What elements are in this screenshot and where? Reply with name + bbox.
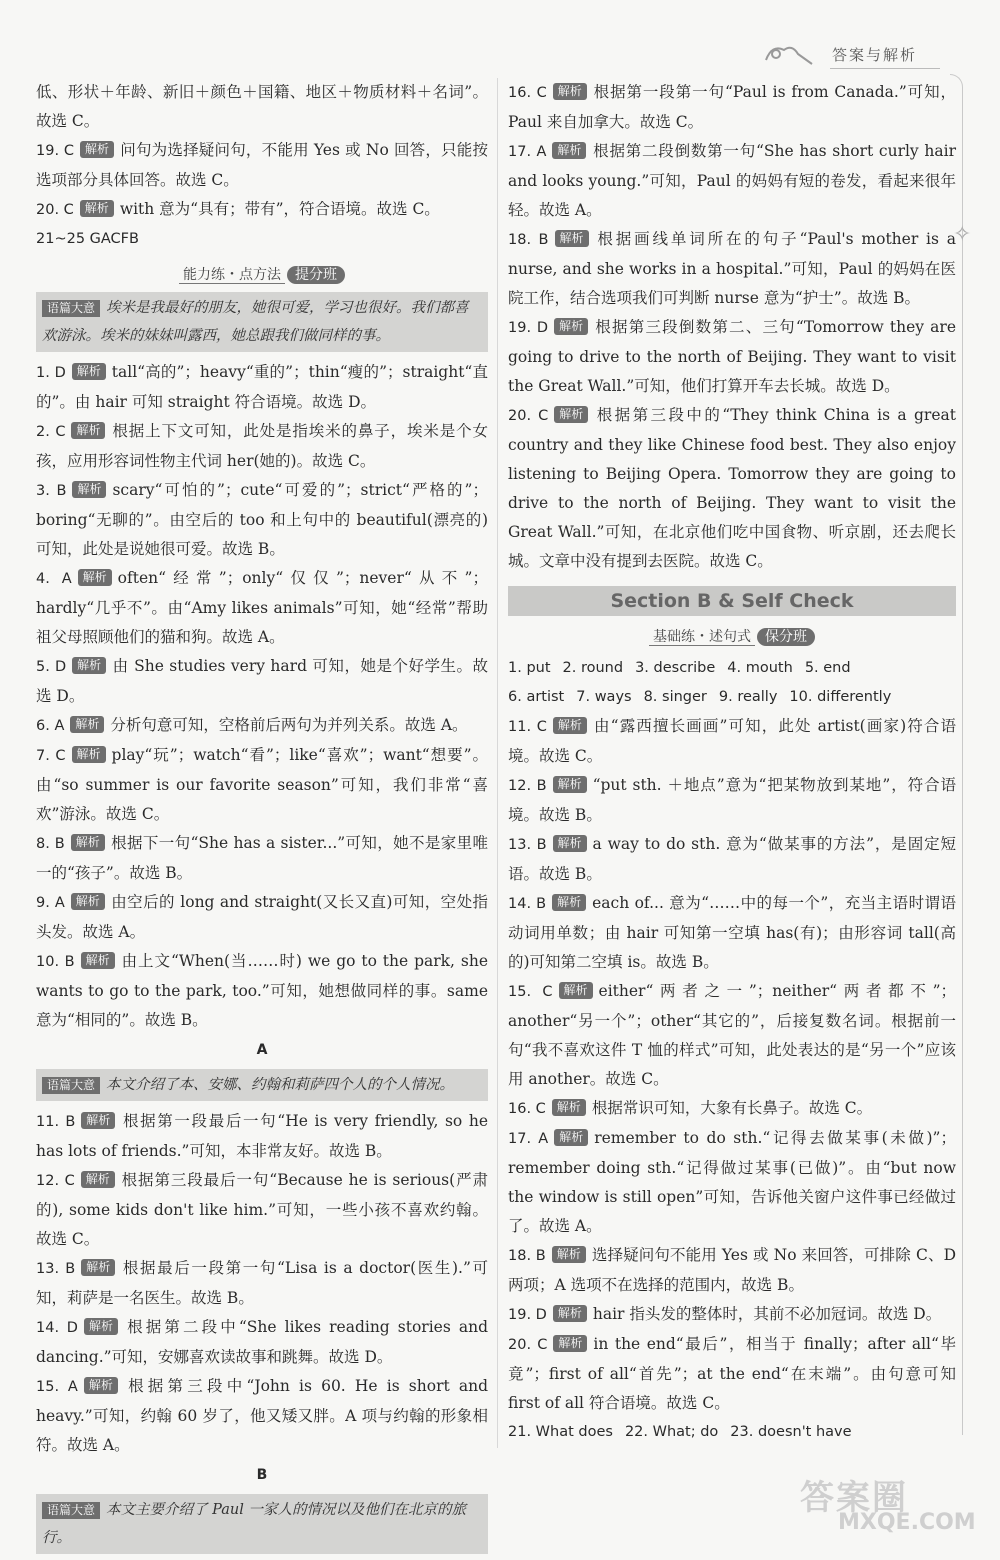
analysis-tag: 解析 — [555, 230, 589, 247]
answer-entry — [508, 225, 956, 313]
answer-explanation: 根据第三段最后一句“Because he is serious(严肃的), some kids don't like him.”可知，一些小孩不喜欢约翰。故选 C。 — [36, 1171, 488, 1248]
answer-explanation: 根据最后一段第一句“Lisa is a doctor(医生).”可知，莉萨是一名医生。故选 B。 — [36, 1259, 489, 1307]
answer-entry — [36, 888, 488, 947]
answer-entry — [508, 1241, 956, 1300]
answer-explanation: hair 指头发的整体时，其前不必加冠词。故选 D。 — [592, 1305, 942, 1323]
analysis-tag: 解析 — [81, 1112, 115, 1129]
answer-explanation: 根据第三段倒数第二、三句“Tomorrow they are going to drive to the north of Beijing. They want to visit the Great Wall.”可知，他们打算开车去长城。故选 D。 — [508, 318, 956, 395]
right-column — [508, 78, 956, 1447]
summary-tag: 语篇大意 — [42, 1077, 100, 1094]
answer-entry — [36, 476, 488, 564]
answer-entry — [36, 947, 488, 1035]
fill-answer: 3. describe — [635, 660, 716, 676]
analysis-tag: 解析 — [552, 1099, 586, 1116]
answer-number: 11. B — [36, 1114, 76, 1130]
answer-explanation: 选择疑问句不能用 Yes 或 No 来回答，可排除 C、D 两项；A 选项不在选择的范围内，故选 B。 — [508, 1246, 956, 1294]
analysis-tag: 解析 — [553, 835, 587, 852]
fill-answer: 9. really — [718, 689, 778, 705]
analysis-tag: 解析 — [552, 1246, 586, 1263]
analysis-tag: 解析 — [72, 746, 106, 763]
answer-entry — [36, 1254, 488, 1313]
section-title: Section B & Self Check — [508, 586, 956, 616]
answer-explanation: “put sth. ＋地点”意为“把某物放到某地”，符合语境。故选 B。 — [508, 776, 957, 824]
answer-explanation: a way to do sth. 意为“做某事的方法”，是固定短语。故选 B。 — [508, 835, 956, 883]
summary-tag: 语篇大意 — [42, 1502, 100, 1519]
answer-explanation: scary“可怕的”；cute“可爱的”；strict“严格的”；boring“无聊的”。由空后的 too 和上句中的 beautiful(漂亮的)可知，此处是说她很可爱。故选 B。 — [36, 481, 488, 558]
passage-letter-a: A — [256, 1042, 268, 1058]
analysis-tag: 解析 — [553, 1305, 587, 1322]
answer-entry — [508, 137, 956, 225]
answer-number: 17. A — [508, 1131, 549, 1147]
left-entries-2 — [36, 1107, 488, 1460]
answer-entry — [508, 78, 956, 137]
analysis-tag: 解析 — [72, 363, 106, 380]
analysis-tag: 解析 — [553, 776, 587, 793]
answer-entry — [36, 1372, 488, 1460]
answer-entry — [36, 652, 488, 711]
answer-explanation: either“两者之一”；neither“两者都不”；another“另一个”；other“其它的”，后接复数名词。根据前一句“我不喜欢这件 T 恤的样式”可知，此处表达的是“另一个”应该用 another。故选 C。 — [508, 982, 957, 1088]
answer-explanation: remember to do sth.“记得去做某事(未做)”；remember doing sth.“记得做过某事(已做)”。由“but now the window is still open”可知，告诉他关窗户这件事已经做过了。故选 A。 — [508, 1129, 956, 1235]
analysis-tag: 解析 — [71, 893, 105, 910]
fill-answer: 10. differently — [789, 689, 892, 705]
summary-text: 本文介绍了本、安娜、约翰和莉萨四个人的个人情况。 — [106, 1077, 455, 1093]
analysis-tag: 解析 — [84, 1377, 118, 1394]
header-title: 答案与解析 — [832, 46, 918, 64]
passage-letter-b: B — [256, 1467, 268, 1483]
answer-explanation: play“玩”；watch“看”；like“喜欢”；want“想要”。由“so summer is our favorite season”可知，我们非常“喜欢”游泳。故选 C。 — [36, 746, 488, 823]
answer-number: 20. C — [508, 1337, 548, 1353]
answer-number: 15. A — [36, 1379, 78, 1395]
answer-explanation: in the end“最后”，相当于 finally；after all“毕竟”；first of all“首先”；at the end“在末端”。由句意可知 first of all 符合语境。故选 C。 — [508, 1335, 956, 1412]
analysis-tag: 解析 — [84, 1318, 118, 1335]
passage-summary — [36, 1069, 488, 1101]
answer-entry — [36, 358, 488, 417]
analysis-tag: 解析 — [72, 657, 106, 674]
watermark-logo: 答案圈 — [800, 1478, 908, 1518]
analysis-tag: 解析 — [554, 1129, 588, 1146]
analysis-tag: 解析 — [553, 1335, 587, 1352]
analysis-tag: 解析 — [80, 200, 114, 217]
analysis-tag: 解析 — [559, 982, 593, 999]
answer-explanation: 由“露西擅长画画”可知，此处 artist(画家)符合语境。故选 C。 — [508, 717, 957, 765]
answer-explanation: 由空后的 long and straight(又长又直)可知，空处指头发。故选 A。 — [36, 893, 488, 941]
answer-number: 8. B — [36, 836, 65, 852]
answer-explanation: 根据常识可知，大象有长鼻子。故选 C。 — [591, 1099, 873, 1117]
answer-entry — [508, 712, 956, 771]
answer-entry — [36, 417, 488, 476]
answer-explanation: tall“高的”；heavy“重的”；thin“瘦的”；straight“直的”。由 hair 可知 straight 符合语境。故选 D。 — [36, 363, 488, 411]
answer-explanation: each of... 意为“……中的每一个”，充当主语时谓语动词用单数；由 hair 可知第一空填 has(有)；由形容词 tall(高的)可知第二空填 is。故选 B。 — [508, 894, 957, 971]
passage-summary — [36, 292, 488, 352]
analysis-tag: 解析 — [553, 717, 587, 734]
answer-number: 7. C — [36, 748, 66, 764]
answer-entry — [36, 741, 488, 829]
answer-explanation: 根据第三段中的“They think China is a great country and they like Chinese food best. They also enjoy listening to Beijing Opera. Tomorrow they are going to drive to the north of Beijing. They want to visit the Great Wall.”可知，在北京他们吃中国食物、听京剧，还去爬长城。文章中没有提到去医院。故选 C。 — [508, 406, 956, 570]
answer-explanation: 由 She studies very hard 可知，她是个好学生。故选 D。 — [36, 657, 489, 705]
summary-tag: 语篇大意 — [42, 300, 100, 317]
fill-answer: 21. What does — [508, 1424, 613, 1440]
answer-explanation: 根据第一段最后一句“He is very friendly, so he has lots of friends.”可知，本非常友好。故选 B。 — [36, 1112, 488, 1160]
answer-number: 12. C — [36, 1173, 75, 1189]
right-entries-1 — [508, 78, 956, 576]
answer-number: 5. D — [36, 659, 67, 675]
answer-entry — [508, 771, 956, 830]
answer-explanation: 低、形状＋年龄、新旧＋颜色＋国籍、地区＋物质材料＋名词”。故选 C。 — [36, 83, 488, 130]
answer-number: 18. B — [508, 232, 549, 248]
analysis-tag: 解析 — [71, 834, 105, 851]
analysis-tag: 解析 — [552, 894, 586, 911]
answer-number: 2. C — [36, 424, 66, 440]
answer-number: 20. C — [36, 202, 74, 218]
answer-number: 13. B — [36, 1261, 76, 1277]
left-top-entries — [36, 78, 488, 225]
answer-entry — [508, 1300, 956, 1330]
banner-badge: 提分班 — [287, 266, 345, 284]
answer-explanation: 根据第一段第一句“Paul is from Canada.”可知，Paul 来自加拿大。故选 C。 — [508, 83, 957, 131]
answer-number: 12. B — [508, 778, 547, 794]
answer-entry — [508, 1330, 956, 1418]
answer-number: 14. D — [36, 1320, 78, 1336]
answer-number: 14. B — [508, 896, 547, 912]
answer-entry — [36, 1107, 488, 1166]
answer-number: 17. A — [508, 144, 547, 160]
answer-number: 16. C — [508, 1101, 546, 1117]
bird-logo-icon — [762, 40, 818, 70]
analysis-tag: 解析 — [552, 142, 586, 159]
analysis-tag: 解析 — [71, 422, 105, 439]
fill-answer: 2. round — [562, 660, 624, 676]
analysis-tag: 解析 — [70, 716, 104, 733]
answer-number: 10. B — [36, 954, 75, 970]
banner-label: 能力练・点方法 — [179, 267, 285, 284]
fill-answer: 6. artist — [508, 689, 565, 705]
answer-number: 18. B — [508, 1248, 546, 1264]
fill-answer: 23. doesn't have — [730, 1424, 852, 1440]
answer-entry — [36, 711, 488, 741]
answer-entry — [36, 564, 488, 652]
answers-21-25: 21~25 GACFB — [36, 231, 139, 247]
answer-entry — [36, 1166, 488, 1254]
answer-explanation: 根据第三段中“John is 60. He is short and heavy.”可知，约翰 60 岁了，他又矮又胖。A 项与约翰的形象相符。故选 A。 — [36, 1377, 489, 1454]
answer-number: 3. B — [36, 483, 67, 499]
answer-explanation: 根据画线单词所在的句子“Paul's mother is a nurse, and she works in a hospital.”可知，Paul 的妈妈在医院工作，结合选项我们可判断 nurse 意为“护士”。故选 B。 — [508, 230, 956, 307]
fill-answer: 1. put — [508, 660, 551, 676]
banner-label: 基础练・述句式 — [649, 629, 755, 646]
answer-explanation: 根据上下文可知，此处是指埃米的鼻子，埃米是个女孩，应用形容词性物主代词 her(她的)。故选 C。 — [36, 422, 488, 470]
analysis-tag: 解析 — [80, 141, 114, 158]
answer-number: 19. C — [36, 143, 75, 159]
star-icon: ✧ — [953, 222, 972, 247]
answer-entry — [36, 195, 488, 225]
answer-number: 15. C — [508, 984, 553, 1000]
answer-entry — [508, 889, 956, 977]
answer-entry — [36, 1313, 488, 1372]
answer-explanation: 根据第二段中“She likes reading stories and dancing.”可知，安娜喜欢读故事和跳舞。故选 D。 — [36, 1318, 488, 1366]
answer-entry — [508, 977, 956, 1094]
answer-entry — [508, 313, 956, 401]
answer-number: 1. D — [36, 365, 66, 381]
analysis-tag: 解析 — [554, 318, 588, 335]
fill-answers-row-1 — [508, 654, 956, 683]
answer-number: 19. D — [508, 1307, 547, 1323]
answer-entry — [36, 829, 488, 888]
answer-explanation: 根据第二段倒数第一句“She has short curly hair and looks young.”可知，Paul 的妈妈有短的卷发，看起来很年轻。故选 A。 — [508, 142, 956, 219]
answer-explanation: 问句为选择疑问句，不能用 Yes 或 No 回答，只能按选项部分具体回答。故选 C。 — [36, 141, 488, 189]
banner-badge: 保分班 — [757, 628, 815, 646]
analysis-tag: 解析 — [72, 481, 106, 498]
answer-entry — [36, 136, 488, 195]
summary-text: 本文主要介绍了 Paul 一家人的情况以及他们在北京的旅行。 — [42, 1502, 466, 1546]
answer-number: 19. D — [508, 320, 549, 336]
analysis-tag: 解析 — [81, 1171, 115, 1188]
left-column — [36, 78, 488, 1560]
answer-explanation: 根据下一句“She has a sister...”可知，她不是家里唯一的“孩子”。故选 B。 — [36, 834, 488, 882]
fill-answer: 22. What; do — [624, 1424, 719, 1440]
answer-number: 20. C — [508, 408, 549, 424]
fill-answers-row-2 — [508, 683, 956, 712]
analysis-tag: 解析 — [554, 406, 588, 423]
answer-number: 9. A — [36, 895, 65, 911]
column-divider — [497, 78, 498, 1448]
answer-entry — [508, 401, 956, 576]
fill-answer: 7. ways — [576, 689, 632, 705]
answer-number: 16. C — [508, 85, 547, 101]
answer-explanation: often“经常”；only“仅仅”；never“从不”；hardly“几乎不”。由“Amy likes animals”可知，她“经常”帮助祖父母照顾他们的猫和狗。故选 A。 — [36, 569, 488, 646]
fill-answer: 8. singer — [643, 689, 707, 705]
answer-explanation: with 意为“具有；带有”，符合语境。故选 C。 — [119, 200, 440, 218]
summary-text: 埃米是我最好的朋友，她很可爱，学习也很好。我们都喜欢游泳。埃米的妹妹叫露西，她总跟我们做同样的事。 — [42, 300, 469, 344]
analysis-tag: 解析 — [81, 952, 115, 969]
watermark-url: MXQE.COM — [838, 1510, 976, 1535]
answer-entry — [508, 1124, 956, 1241]
answer-explanation: 由上文“When(当……时) we go to the park, she wants to go to the park, too.”可知，她想做同样的事。same 意为“相同的”。故选 B。 — [36, 952, 488, 1029]
fill-answers-row-3 — [508, 1418, 956, 1447]
passage-summary — [36, 1494, 488, 1554]
answer-entry — [36, 78, 488, 136]
analysis-tag: 解析 — [553, 83, 587, 100]
answer-explanation: 分析句意可知，空格前后两句为并列关系。故选 A。 — [110, 716, 468, 734]
answer-number: 6. A — [36, 718, 65, 734]
answer-number: 11. C — [508, 719, 547, 735]
answer-number: 4. A — [36, 571, 72, 587]
banner-ability — [36, 264, 488, 284]
fill-answer: 4. mouth — [727, 660, 793, 676]
answer-entry — [508, 1094, 956, 1124]
answer-entry — [508, 830, 956, 889]
analysis-tag: 解析 — [78, 569, 112, 586]
banner-basic — [508, 626, 956, 646]
fill-answer: 5. end — [804, 660, 851, 676]
analysis-tag: 解析 — [81, 1259, 115, 1276]
left-entries-1 — [36, 358, 488, 1035]
header-rule — [830, 68, 940, 69]
right-entries-2 — [508, 712, 956, 1418]
answer-number: 13. B — [508, 837, 547, 853]
